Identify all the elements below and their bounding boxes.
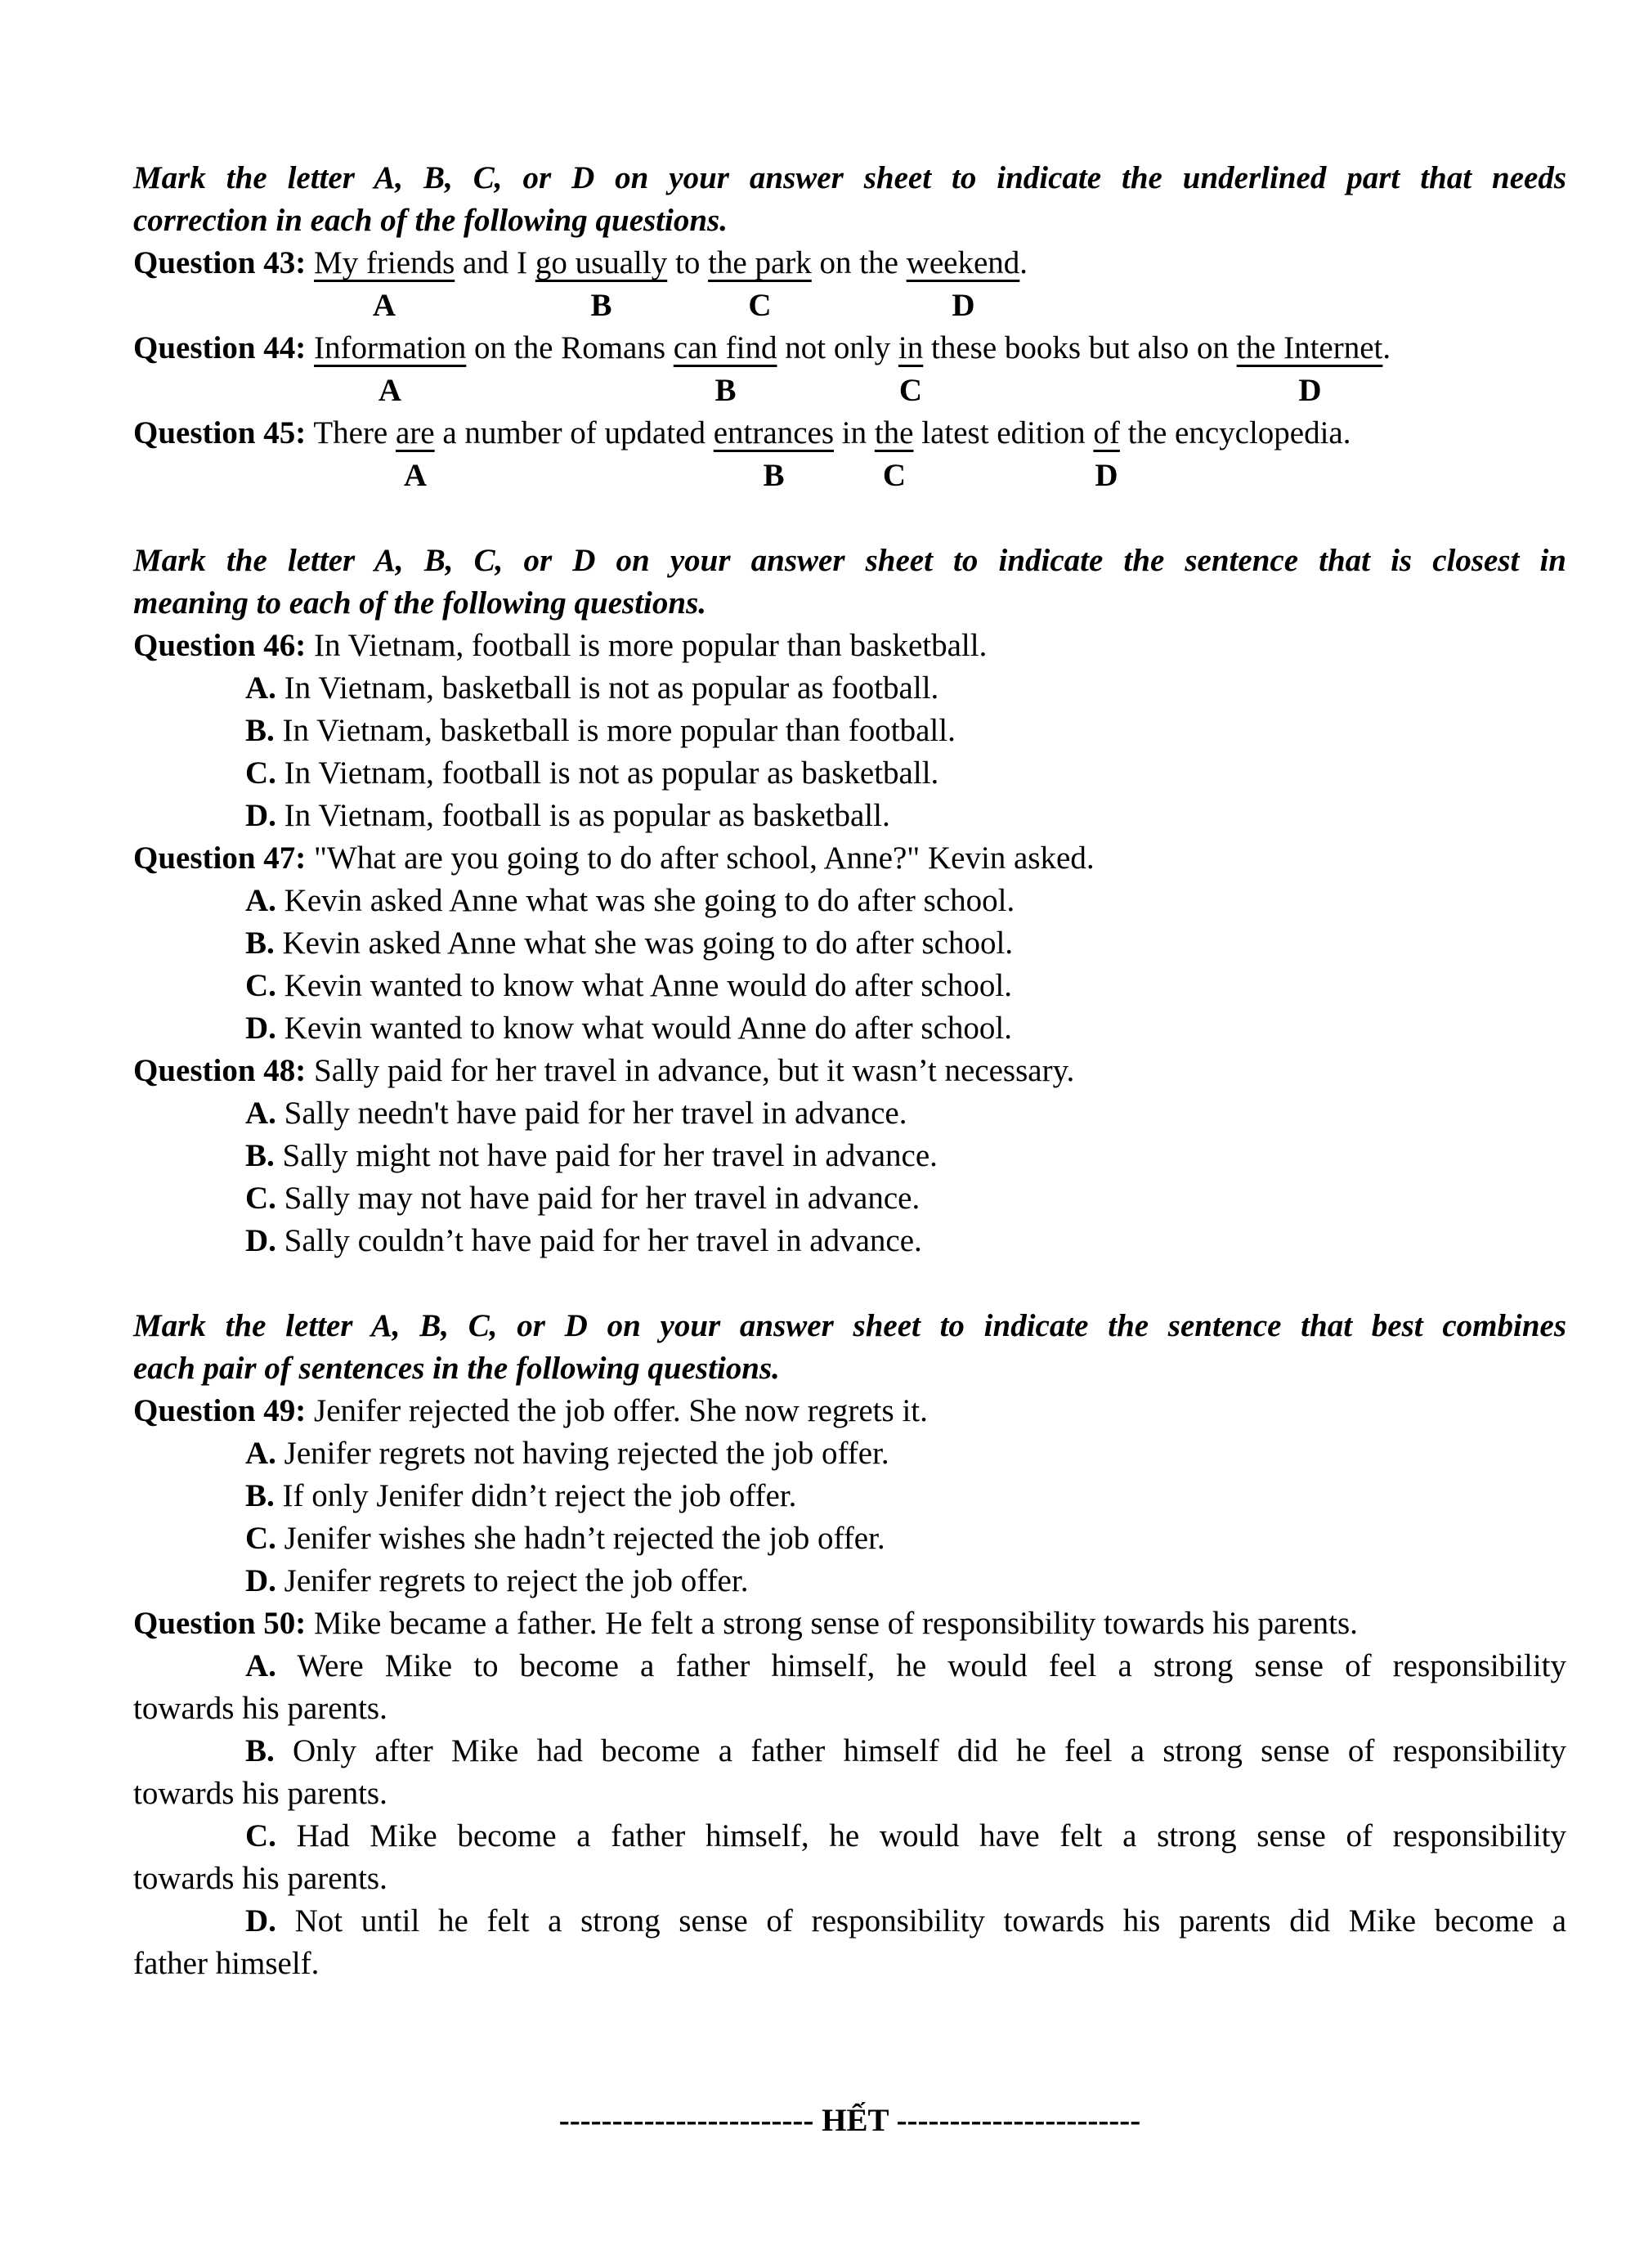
- answer-letter-b: B: [714, 373, 737, 408]
- option-letter: A.: [245, 1648, 276, 1683]
- option-line: towards his parents.: [133, 1776, 387, 1811]
- option-letter: A.: [245, 883, 276, 918]
- question-stem: [133, 625, 1566, 667]
- plain-part: these books but also on: [923, 330, 1237, 365]
- instruction-line: each pair of sentences in the following questions.: [133, 1351, 780, 1386]
- option-b: [133, 710, 1566, 752]
- answer-letter-row: [133, 370, 1566, 412]
- question-label: Question 46:: [133, 628, 307, 663]
- option-text: In Vietnam, basketball is not as popular as football.: [284, 670, 939, 706]
- option-letter: B.: [245, 1138, 275, 1173]
- plain-part: to: [667, 245, 709, 280]
- underlined-part: entrances: [713, 415, 834, 450]
- answer-letter-d: D: [952, 288, 975, 323]
- question-45: [133, 412, 1566, 497]
- question-label: Question 50:: [133, 1606, 307, 1641]
- option-text: Jenifer regrets not having rejected the job offer.: [284, 1436, 889, 1471]
- section-instruction: [133, 1305, 1566, 1390]
- question-label: Question 48:: [133, 1053, 307, 1088]
- option-letter: D.: [245, 798, 276, 833]
- answer-letter-b: B: [763, 458, 785, 493]
- option-text: Were Mike to become a father himself, he would feel a strong sense of responsibility: [297, 1648, 1567, 1683]
- plain-part: the encyclopedia.: [1119, 415, 1351, 450]
- option-d: [133, 795, 1566, 837]
- section-error-correction: [133, 157, 1566, 497]
- option-line: towards his parents.: [133, 1861, 387, 1896]
- option-d: [133, 1900, 1566, 1985]
- option-letter: A.: [245, 670, 276, 706]
- question-text: Mike became a father. He felt a strong sense of responsibility towards his parents.: [314, 1606, 1358, 1641]
- question-49: [133, 1390, 1566, 1602]
- option-text: Sally couldn’t have paid for her travel in advance.: [284, 1223, 922, 1258]
- question-stem: [133, 242, 1566, 285]
- underlined-part: can find: [673, 330, 777, 365]
- option-text: Kevin wanted to know what Anne would do after school.: [284, 968, 1012, 1003]
- underlined-part: weekend: [906, 245, 1020, 280]
- option-a: [133, 880, 1566, 922]
- option-text: If only Jenifer didn’t reject the job offer.: [282, 1478, 797, 1513]
- option-b: [133, 1730, 1566, 1815]
- option-d: [133, 1220, 1566, 1262]
- option-text: Not until he felt a strong sense of responsibility towards his parents did Mike become a: [294, 1903, 1567, 1939]
- option-letter: D.: [245, 1223, 276, 1258]
- answer-letter-a: A: [403, 458, 428, 493]
- answer-letter-c: C: [882, 458, 907, 493]
- option-line: [133, 1730, 1566, 1773]
- option-letter: C.: [245, 1181, 276, 1216]
- option-text: Only after Mike had become a father himself did he feel a strong sense of responsibility: [293, 1733, 1566, 1768]
- option-c: [133, 752, 1566, 795]
- question-label: Question 44:: [133, 330, 307, 365]
- answer-letter-d: D: [1095, 458, 1118, 493]
- question-stem: [133, 1050, 1566, 1092]
- option-letter: B.: [245, 1478, 275, 1513]
- plain-part: and I: [455, 245, 535, 280]
- plain-part: on the Romans: [466, 330, 674, 365]
- option-a: [133, 1432, 1566, 1475]
- question-stem: [133, 412, 1566, 455]
- question-stem: [133, 1602, 1566, 1645]
- question-48: [133, 1050, 1566, 1262]
- answer-letter-a: A: [378, 373, 402, 408]
- underlined-part: are: [396, 415, 435, 450]
- option-letter: B.: [245, 1733, 275, 1768]
- answer-letter-c: C: [748, 288, 772, 323]
- instruction-line: Mark the letter A, B, C, or D on your answer sheet to indicate the sentence that best combines: [133, 1308, 1566, 1343]
- section-instruction: [133, 540, 1566, 625]
- question-44: [133, 327, 1566, 412]
- option-letter: C.: [245, 1521, 276, 1556]
- plain-part: on the: [811, 245, 907, 280]
- plain-part: There: [313, 415, 396, 450]
- underlined-part: in: [898, 330, 924, 365]
- question-label: Question 43:: [133, 245, 307, 280]
- instruction-line: meaning to each of the following questions.: [133, 585, 706, 621]
- plain-part: .: [1382, 330, 1391, 365]
- option-line: [133, 1815, 1566, 1858]
- plain-part: in: [834, 415, 875, 450]
- end-marker-text: HẾT: [822, 2103, 889, 2138]
- option-text: Sally needn't have paid for her travel in advance.: [284, 1096, 907, 1131]
- option-d: [133, 1560, 1566, 1602]
- question-50: [133, 1602, 1566, 1985]
- option-line: [133, 1645, 1566, 1688]
- section-sentence-combination: [133, 1305, 1566, 1985]
- question-stem: [133, 327, 1566, 370]
- answer-letter-a: A: [372, 288, 396, 323]
- option-letter: C.: [245, 968, 276, 1003]
- section-closest-meaning: [133, 540, 1566, 1262]
- underlined-part: the: [874, 415, 914, 450]
- option-letter: C.: [245, 755, 276, 791]
- question-47: [133, 837, 1566, 1050]
- answer-letter-row: [133, 455, 1566, 497]
- option-text: Had Mike become a father himself, he would have felt a strong sense of responsibility: [296, 1818, 1566, 1853]
- plain-part: latest edition: [913, 415, 1094, 450]
- question-text: "What are you going to do after school, Anne?" Kevin asked.: [314, 840, 1095, 876]
- option-c: [133, 1815, 1566, 1900]
- option-b: [133, 1135, 1566, 1177]
- underlined-part: Information: [314, 330, 467, 365]
- option-text: Kevin wanted to know what would Anne do after school.: [284, 1011, 1012, 1046]
- answer-letter-d: D: [1298, 373, 1322, 408]
- question-text: Sally paid for her travel in advance, but it wasn’t necessary.: [314, 1053, 1075, 1088]
- option-text: Jenifer wishes she hadn’t rejected the job offer.: [284, 1521, 885, 1556]
- option-letter: B.: [245, 926, 275, 961]
- section-instruction: [133, 157, 1566, 242]
- answer-letter-row: [133, 285, 1566, 327]
- answer-letter-b: B: [590, 288, 612, 323]
- option-text: Kevin asked Anne what was she going to do after school.: [284, 883, 1015, 918]
- option-b: [133, 1475, 1566, 1517]
- option-text: Jenifer regrets to reject the job offer.: [284, 1563, 749, 1598]
- question-stem: [133, 1390, 1566, 1432]
- option-line: father himself.: [133, 1946, 320, 1981]
- question-text: [314, 245, 1028, 280]
- end-marker-dashes-right: -----------------------: [896, 2103, 1141, 2138]
- question-text: Jenifer rejected the job offer. She now regrets it.: [314, 1393, 928, 1428]
- question-text: [314, 330, 1391, 365]
- option-a: [133, 1092, 1566, 1135]
- underlined-part: go usually: [535, 245, 668, 280]
- option-text: Kevin asked Anne what she was going to do after school.: [282, 926, 1014, 961]
- underlined-part: of: [1093, 415, 1120, 450]
- instruction-line: Mark the letter A, B, C, or D on your answer sheet to indicate the sentence that is closest in: [133, 543, 1566, 578]
- plain-part: not only: [777, 330, 898, 365]
- option-c: [133, 1517, 1566, 1560]
- instruction-line: Mark the letter A, B, C, or D on your answer sheet to indicate the underlined part that needs: [133, 160, 1566, 195]
- option-letter: A.: [245, 1096, 276, 1131]
- option-b: [133, 922, 1566, 965]
- underlined-part: the Internet: [1236, 330, 1383, 365]
- answer-letter-c: C: [898, 373, 923, 408]
- option-letter: D.: [245, 1903, 276, 1939]
- option-text: In Vietnam, basketball is more popular than football.: [282, 713, 956, 748]
- question-text: [313, 415, 1351, 450]
- instruction-line: correction in each of the following questions.: [133, 203, 728, 238]
- option-letter: D.: [245, 1011, 276, 1046]
- option-a: [133, 667, 1566, 710]
- question-label: Question 45:: [133, 415, 307, 450]
- option-c: [133, 965, 1566, 1007]
- underlined-part: My friends: [314, 245, 455, 280]
- underlined-part: the park: [708, 245, 812, 280]
- option-line: [133, 1900, 1566, 1943]
- question-46: [133, 625, 1566, 837]
- end-marker: [133, 2100, 1566, 2142]
- question-stem: [133, 837, 1566, 880]
- option-letter: B.: [245, 713, 275, 748]
- option-letter: A.: [245, 1436, 276, 1471]
- option-c: [133, 1177, 1566, 1220]
- question-text: In Vietnam, football is more popular than basketball.: [314, 628, 988, 663]
- option-letter: C.: [245, 1818, 276, 1853]
- option-line: towards his parents.: [133, 1691, 387, 1726]
- plain-part: a number of updated: [434, 415, 714, 450]
- option-d: [133, 1007, 1566, 1050]
- option-text: In Vietnam, football is as popular as basketball.: [284, 798, 890, 833]
- option-letter: D.: [245, 1563, 276, 1598]
- question-label: Question 47:: [133, 840, 307, 876]
- plain-part: .: [1019, 245, 1028, 280]
- option-text: Sally may not have paid for her travel in advance.: [284, 1181, 921, 1216]
- question-43: [133, 242, 1566, 327]
- option-a: [133, 1645, 1566, 1730]
- option-text: Sally might not have paid for her travel in advance.: [282, 1138, 938, 1173]
- end-marker-dashes-left: ------------------------: [558, 2103, 814, 2138]
- option-text: In Vietnam, football is not as popular as basketball.: [284, 755, 939, 791]
- question-label: Question 49:: [133, 1393, 307, 1428]
